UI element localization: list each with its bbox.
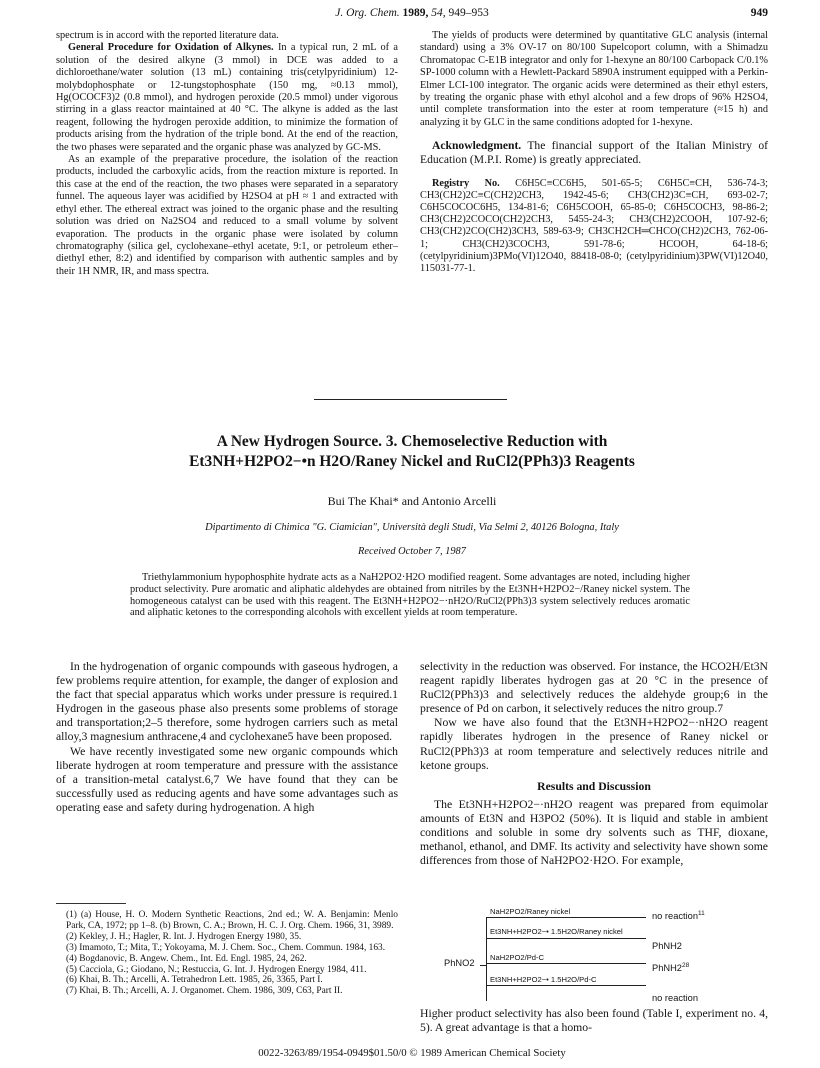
scheme-branch-line — [486, 917, 487, 1001]
scheme-arrow-4 — [486, 985, 646, 986]
registry-heading: Registry No. — [432, 177, 500, 189]
scheme-condition-4: Et3NH+H2PO2−• 1.5H2O/Pd-C — [490, 975, 597, 984]
now-found-paragraph: Now we have also found that the Et3NH+H2PO2−·nH2O reagent rapidly liberates hydrogen in the presence of Raney nickel or RuCl2(PPh3)3 at room temperature and selectively reduces nitrile and ketone groups. — [420, 716, 768, 772]
footnote: (3) Imamoto, T.; Mita, T.; Yokoyama, M. J. Chem. Soc., Chem. Commun. 1984, 163. — [66, 942, 386, 953]
scheme-arrow-2 — [486, 938, 646, 939]
page-number: 949 — [750, 7, 768, 19]
footnote-rule — [56, 903, 126, 904]
registry-text: C6H5C≡CC6H5, 501-65-5; C6H5C≡CH, 536-74-3; CH3(CH2)2C≡C(CH2)2CH3, 1942-45-6; CH3(CH2)3C≡CH, 693-02-7; C6H5COCOC6H5, 134-81-6; C6H5COOH, 65-85-0; C6H5COCH3, 98-86-2; CH3(CH2)2COCO(CH2)2CH3, 5455-24-3; CH3(CH2)2COOH, 107-92-6; CH3(CH2)2CO(CH2)3CH3, 589-63-9; CH3CH2CH═CHCO(CH2)2CH3, 762-06-1; CH3(CH2)3COCH3, 591-78-6; HCOOH, 64-18-6; (cetylpyridinium)3PMo(VI)12O40, 88418-08-0; (cetylpyridinium)3PW(VI)12O40, 115031-77-1. — [420, 177, 768, 275]
product-3-text: PhNH2 — [652, 963, 682, 973]
footnotes — [56, 910, 398, 997]
journal-citation — [56, 7, 768, 19]
general-procedure-text: In a typical run, 2 mL of a solution of the desired alkyne (3 mmol) in DCE was added to a dichloroethane/water solution (13 mL) containing tris(cetylpyridinium) 12-molybdophosphate or 12-tungstophosphate (150 mg, ≈0.13 mmol), Hg(OCOCF3)2 (0.8 mmol), and hydrogen peroxide (20.5 mmol) under vigorous stirring in a glass reactor maintained at 40 °C. The alkyne is added as the last reagent, following the hydrogen peroxide addition, to minimize the formation of products arising from the hydration of the triple bond. At the end of the reaction, the two phases were separated and the organic phase was analyzed by GC-MS. — [56, 42, 398, 153]
title-line-1: A New Hydrogen Source. 3. Chemoselective Reduction with — [216, 433, 608, 450]
journal-pages: 949–953 — [448, 7, 489, 19]
preparative-procedure-paragraph: As an example of the preparative procedure, the isolation of the reaction products, included the carboxylic acids, from the reaction mixture is reported. In this case at the end of the reaction, the two phases were separated in a separatory funnel. The aqueous layer was acidified by H2SO4 at pH ≈ 1 and extracted with ethyl ether. The ethereal extract was joined to the organic phase and the resulting solution was dried on Na2SO4 and reduced to a small volume by solvent evaporation. The products in the organic phase were isolated by column chromatography (silica gel, cyclohexane–ethyl acetate, 9:1, or petroleum ether–diethyl ether, 8:2) and identified by comparison with authentic samples and by their 1H NMR, IR, and mass spectra. — [56, 154, 398, 277]
article-title — [56, 432, 768, 472]
body-left-column — [56, 660, 398, 815]
journal-year: 1989, — [402, 7, 429, 19]
scheme-reactant: PhNO2 — [444, 958, 475, 968]
footnote: (4) Bogdanovic, B. Angew. Chem., Int. Ed. Engl. 1985, 24, 262. — [66, 953, 307, 964]
results-paragraph: The Et3NH+H2PO2−·nH2O reagent was prepared from equimolar amounts of Et3N and H3PO2 (50%). It is liquid and stable in ambient conditions and soluble in some dry solvents such as THF, dioxane, methanol, ethanol, and DMF. Its activity and selectivity have shown some differences from those of NaH2PO2·H2O. For example, — [420, 797, 768, 868]
scheme-condition-1: NaH2PO2/Raney nickel — [490, 907, 571, 916]
journal-name: J. Org. Chem. — [335, 7, 400, 19]
section-heading-results: Results and Discussion — [537, 779, 651, 793]
selectivity-paragraph: selectivity in the reduction was observed. For instance, the HCO2H/Et3N reagent rapidly liberates hydrogen gas at 20 °C in the presence of RuCl2(PPh3)3 and selectively reduces the aldehyde group;6 in the presence of Pd on carbon, it selectively reduces the nitro group.7 — [420, 660, 768, 716]
copyright-footer: 0022-3263/89/1954-0949$01.50/0 © 1989 American Chemical Society — [258, 1047, 566, 1059]
journal-volume: 54, — [431, 7, 446, 19]
footnote: (1) (a) House, H. O. Modern Synthetic Reactions, 2nd ed.; W. A. Benjamin: Menlo Park, CA, 1972; pp 1–8. (b) Brown, C. A.; Brown, H. C. J. Org. Chem. 1966, 31, 3989. — [66, 910, 398, 931]
received-date: Received October 7, 1987 — [358, 546, 466, 557]
previous-article-left-column — [56, 30, 398, 278]
product-1-text: no reaction — [652, 911, 698, 921]
reaction-scheme — [420, 905, 768, 1005]
authors: Bui The Khai* and Antonio Arcelli — [327, 494, 497, 508]
intro-paragraph-1: In the hydrogenation of organic compounds with gaseous hydrogen, a few problems require attention, for example, the danger of explosion and the fact that special apparatus which works under pressure is required.1 Hydrogen in the gaseous phase also presents some problems of storage and transportation;2–5 therefore, some hydrogen carriers such as metal alloy,3 magnesium anthracene,4 and cyclohexane5 have been proposed. — [56, 660, 398, 744]
scheme-condition-2: Et3NH+H2PO2−• 1.5H2O/Raney nickel — [490, 927, 623, 936]
footnote: (6) Khai, B. Th.; Arcelli, A. Tetrahedron Lett. 1985, 26, 3365, Part I. — [66, 975, 323, 986]
registry-numbers — [420, 178, 768, 276]
acknowledgment-heading: Acknowledgment. — [432, 139, 522, 153]
running-header — [56, 7, 768, 25]
scheme-arrow-3 — [486, 963, 646, 964]
title-line-2: Et3NH+H2PO2−•n H2O/Raney Nickel and RuCl2(PPh3)3 Reagents — [189, 453, 635, 470]
acknowledgment-text: The financial support of the Italian Ministry of Education (M.P.I. Rome) is greatly appreciated. — [420, 139, 768, 167]
footnote: (7) Khai, B. Th.; Arcelli, A. J. Organomet. Chem. 1986, 309, C63, Part II. — [66, 986, 343, 997]
scheme-product-4: no reaction — [652, 993, 698, 1003]
article-divider — [314, 399, 507, 400]
acknowledgment — [420, 139, 768, 167]
abstract: Triethylammonium hypophosphite hydrate acts as a NaH2PO2·H2O modified reagent. Some advantages are noted, including higher product selectivity. Pure aromatic and aliphatic aldehydes are obtained from nitriles by the Et3NH+H2PO2−/Raney nickel system. The homogeneous catalyst can be used with this reagent. The Et3NH+H2PO2−·nH2O/RuCl2(PPh3)3 system selectively reduces aromatic and aliphatic ketones to the corresponding alcohols with excellent yields at room temperature. — [130, 572, 690, 619]
intro-paragraph-2: We have recently investigated some new organic compounds which liberate hydrogen at room temperature and pressure with the assistance of a transition-metal catalyst.6,7 We have found that they can be successfully used as reducing agents and have some advantages such as operating ease and safety during hydrogenation. A high — [56, 744, 398, 814]
body-right-column — [420, 660, 768, 868]
general-procedure-paragraph — [56, 42, 398, 154]
scheme-arrow-1 — [486, 917, 646, 918]
footnote: (5) Cacciola, G.; Giodano, N.; Restuccia, G. Int. J. Hydrogen Energy 1984, 411. — [66, 964, 367, 975]
general-procedure-heading: General Procedure for Oxidation of Alkynes. — [68, 42, 274, 54]
footnote: (2) Kekley, J. H.; Hagler, R. Int. J. Hydrogen Energy 1980, 35. — [66, 931, 302, 942]
previous-article-right-column — [420, 30, 768, 275]
scheme-condition-3: NaH2PO2/Pd-C — [490, 953, 545, 962]
product-3-ref: 28 — [681, 961, 690, 969]
after-scheme-text: Higher product selectivity has also been found (Table I, experiment no. 4, 5). A great advantage is that a homo- — [420, 1007, 768, 1035]
scheme-product-3 — [652, 963, 689, 973]
scheme-product-1 — [652, 911, 705, 921]
yields-paragraph: The yields of products were determined by quantitative GLC analysis (internal standard) using a 3% OV-17 on 80/100 Supelcoport column, with a Shimadzu Chromatopac C-E1B integrator and only for 1-hexyne an 80/100 Carbopack C/0.1% SP-1000 column with a Hewlett-Packard 5890A instrument equipped with a Perkin-Elmer LCI-100 integrator. The organic acids were determined as their ethyl esters, by treating the organic phase with ethyl alcohol and a few drops of 96% H2SO4, until complete transformation into the ester at room temperature (≈15 h) and analyzing it by GLC in the same conditions adopted for 1-hexyne. — [420, 30, 768, 128]
product-1-ref: 11 — [698, 909, 705, 917]
scheme-product-2: PhNH2 — [652, 941, 682, 951]
spectrum-text: spectrum is in accord with the reported literature data. — [56, 30, 279, 41]
affiliation: Dipartimento di Chimica "G. Ciamician", Università degli Studi, Via Selmi 2, 40126 Bologna, Italy — [205, 522, 619, 533]
